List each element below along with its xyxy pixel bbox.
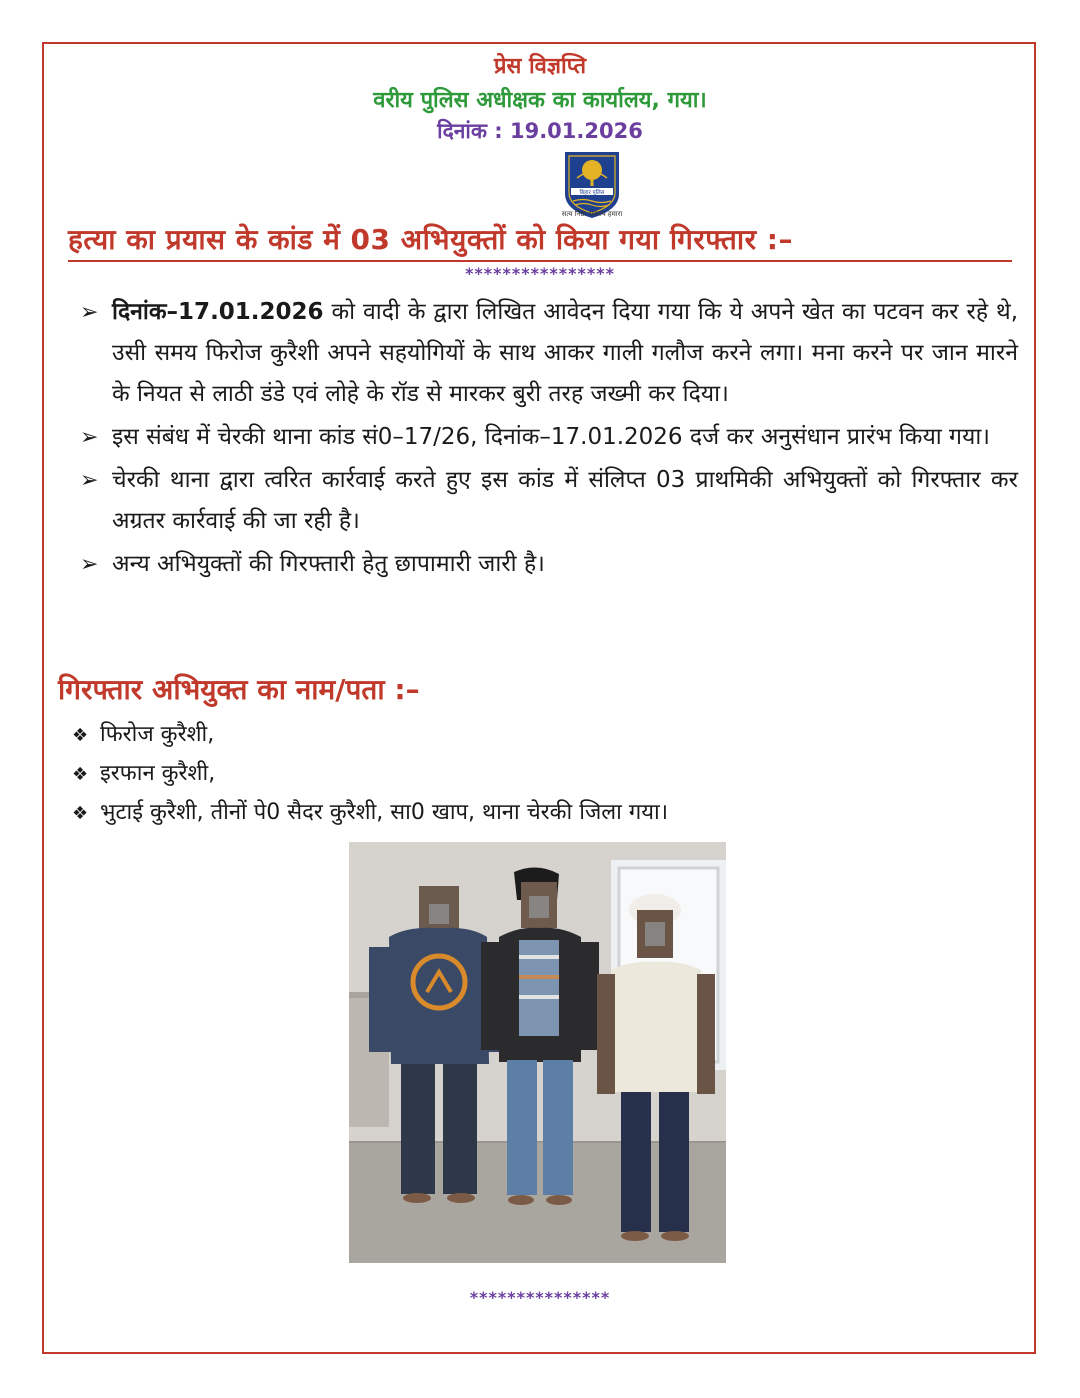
list-item	[72, 794, 972, 833]
arrow-bullet-icon: ➢	[80, 552, 99, 577]
arrested-list	[72, 716, 972, 833]
bullet-text: अन्य अभियुक्तों की गिरफ्तारी हेतु छापामारी जारी है।	[112, 551, 545, 577]
office-name: वरीय पुलिस अधीक्षक का कार्यालय, गया।	[373, 88, 707, 113]
details-list	[80, 292, 1018, 587]
arrow-bullet-icon: ➢	[80, 425, 99, 450]
diamond-bullet-icon: ❖	[72, 725, 89, 746]
diamond-bullet-icon: ❖	[72, 764, 89, 785]
arrested-name: भुटाई कुरैशी, तीनों पे0 सैदर कुरैशी, सा0 खाप, थाना चेरकी जिला गया।	[100, 800, 669, 825]
news-headline: हत्या का प्रयास के कांड में 03 अभियुक्तों को किया गया गिरफ्तार :–	[68, 222, 1012, 262]
list-item	[72, 755, 972, 794]
list-item	[72, 716, 972, 755]
emblem-motto: सत्य निष्ठा संकल्प हमारा	[561, 210, 623, 218]
bullet-text: चेरकी थाना द्वारा त्वरित कार्रवाई करते हुए इस कांड में संलिप्त 03 प्राथमिकी अभियुक्तों को गिरफ्तार कर अग्रतर कार्रवाई की जा रही है।	[112, 467, 1018, 534]
list-item	[80, 292, 1018, 415]
list-item	[80, 460, 1018, 542]
bullet-text: को वादी के द्वारा लिखित आवेदन दिया गया कि ये अपने खेत का पटवन कर रहे थे, उसी समय फिरोज कुरैशी अपने सहयोगियों के साथ आकर गाली गलौज करने लगा। मना करने पर जान मारने के नियत से लाठी डंडे एवं लोहे के रॉड से मारकर बुरी तरह जख्मी कर दिया।	[112, 299, 1018, 407]
photo-illustration	[349, 842, 726, 1263]
bullet-text: इस संबंध में चेरकी थाना कांड सं0–17/26, दिनांक–17.01.2026 दर्ज कर अनुसंधान प्रारंभ किया गया।	[112, 424, 991, 450]
release-date	[0, 117, 1080, 145]
date-label: दिनांक :	[437, 119, 503, 143]
emblem-name: बिहार पुलिस	[579, 190, 605, 196]
list-item	[80, 544, 1018, 585]
arrow-bullet-icon: ➢	[80, 468, 99, 493]
bullet-lead-date: दिनांक–17.01.2026	[112, 299, 324, 325]
arrested-name: फिरोज कुरैशी,	[100, 722, 215, 747]
separator-stars: ****************	[465, 264, 615, 283]
arrested-persons-photo	[349, 842, 726, 1263]
arrow-bullet-icon: ➢	[80, 300, 99, 325]
press-release-title: प्रेस विज्ञप्ति	[493, 54, 587, 79]
list-item	[80, 417, 1018, 458]
date-value: 19.01.2026	[509, 119, 643, 143]
arrested-heading: गिरफ्तार अभियुक्त का नाम/पता :–	[58, 673, 420, 706]
diamond-bullet-icon: ❖	[72, 803, 89, 824]
footer-separator-stars: ***************	[469, 1288, 611, 1307]
arrested-name: इरफान कुरैशी,	[100, 761, 216, 786]
